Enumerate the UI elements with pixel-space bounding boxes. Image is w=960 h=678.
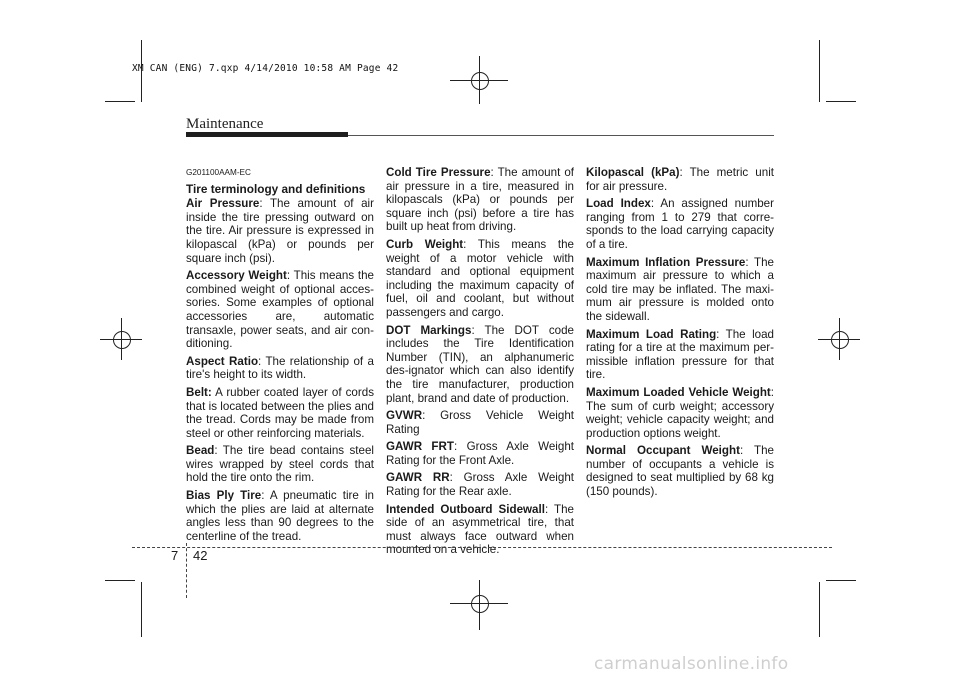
definition-separator: : xyxy=(453,440,458,454)
registration-mark-right xyxy=(831,331,849,349)
definition-text: The maximum air pressure to which a cold tire may be inflated. The maxi-mum air pressure is molded onto the sidewall. xyxy=(586,255,774,323)
definition-entry xyxy=(586,444,774,498)
definition-term: Bias Ply Tire xyxy=(186,489,262,503)
definition-term: Cold Tire Pressure xyxy=(386,166,491,179)
definition-separator: : xyxy=(214,444,218,458)
definition-text: The amount of air pressure in a tire, measured in kilopascals (kPa) or pounds per square inch (psi) before a tire has built up heat from driving. xyxy=(386,166,574,234)
definition-separator: : xyxy=(261,489,265,503)
definition-entry xyxy=(386,324,574,406)
definition-separator: : xyxy=(463,237,467,251)
print-slug: XM CAN (ENG) 7.qxp 4/14/2010 10:58 AM Page 42 xyxy=(132,63,399,74)
definition-separator: : xyxy=(449,471,453,485)
text-column-1 xyxy=(186,166,374,547)
section-title: Maintenance xyxy=(186,116,264,132)
definition-entry xyxy=(186,269,374,351)
doc-code: G201100AAM-EC xyxy=(186,168,251,177)
definition-term: Load Index xyxy=(586,197,651,211)
definition-separator: : xyxy=(422,409,426,423)
definition-term: Maximum Loaded Vehicle Weight xyxy=(586,385,771,399)
definition-term: Curb Weight xyxy=(386,237,464,251)
definition-term: GAWR RR xyxy=(386,471,450,485)
definition-term: DOT Markings xyxy=(386,323,472,337)
definition-term: GVWR xyxy=(386,409,423,423)
definition-text: The DOT code includes the Tire Identification Number (TIN), an alphanumeric des-ignator which can also identify the tire manufacturer, production plant, brand and date of production. xyxy=(386,323,575,405)
definition-entry xyxy=(386,440,574,467)
definition-entry xyxy=(386,238,574,320)
crop-mark xyxy=(819,582,820,637)
definition-separator: : xyxy=(745,255,749,269)
definition-entry xyxy=(586,256,774,324)
definition-text: The amount of air inside the tire pressing outward on the tire. Air pressure is expressed in kilopascal (kPa) or pounds per square inch (psi). xyxy=(186,197,374,265)
definition-entry xyxy=(386,471,574,498)
definition-term: Maximum Inflation Pressure xyxy=(586,255,746,269)
crop-mark xyxy=(826,580,856,581)
definition-separator: : xyxy=(770,385,774,399)
definition-entry xyxy=(586,386,774,440)
footer-rule xyxy=(132,547,832,548)
definition-entry xyxy=(386,503,574,557)
header-rule-accent xyxy=(186,132,348,137)
definition-separator: : xyxy=(679,166,683,179)
definition-separator: : xyxy=(259,197,263,211)
crop-mark xyxy=(105,101,135,102)
chapter-number: 7 xyxy=(171,548,179,563)
definition-term: Air Pressure xyxy=(186,197,260,211)
definition-term: Maximum Load Rating xyxy=(586,327,717,341)
registration-mark-bottom xyxy=(479,580,480,630)
definition-separator: : xyxy=(286,269,291,283)
definition-text: This means the combined weight of optional acces-sories. Some examples of optional accessories are, automatic transaxle, power seats, and air con-ditioning. xyxy=(186,269,374,351)
definition-text: The metric unit for air pressure. xyxy=(586,166,774,193)
definition-separator: : xyxy=(650,197,655,211)
definition-entry xyxy=(586,328,774,382)
definition-entry xyxy=(386,166,574,234)
definition-entry xyxy=(586,197,774,251)
definition-text: Gross Axle Weight Rating for the Rear axle. xyxy=(386,471,574,499)
definition-term: Aspect Ratio xyxy=(186,354,259,368)
definition-term: Belt: xyxy=(186,385,212,399)
crop-mark xyxy=(141,582,142,637)
definition-text: The side of an asymmetrical tire, that must always face outward when mounted on a vehicle. xyxy=(386,502,574,557)
definition-term: Bead xyxy=(186,444,215,458)
definition-separator: : xyxy=(258,354,262,368)
definition-text: This means the weight of a motor vehicle with standard and optional equipment including the maximum capacity of fuel, oil and coolant, but without passengers and cargo. xyxy=(386,237,574,319)
definition-entry xyxy=(386,409,574,436)
definition-text: The load rating for a tire at the maximum per-missible inflation pressure for that tire. xyxy=(586,327,774,382)
definition-text: An assigned number ranging from 1 to 279 that corre-sponds to the load carrying capacity of a tire. xyxy=(586,197,774,251)
definition-entry xyxy=(186,444,374,485)
definition-separator: : xyxy=(739,444,744,458)
definition-separator: : xyxy=(490,166,494,179)
page-number: 42 xyxy=(193,548,208,563)
definition-term: Intended Outboard Sidewall xyxy=(386,502,545,516)
text-column-2 xyxy=(386,166,574,561)
definition-text: A pneumatic tire in which the plies are laid at alternate angles less than 90 degrees to the centerline of the tread. xyxy=(186,489,374,543)
definition-entry xyxy=(186,489,374,543)
definition-term: Normal Occupant Weight xyxy=(586,444,740,458)
registration-mark-right xyxy=(839,318,840,360)
definition-text: A rubber coated layer of cords that is located between the plies and the tread. Cords may be made from steel or other reinforcing materials. xyxy=(186,385,374,440)
registration-mark-bottom xyxy=(471,595,489,613)
definition-text: Gross Axle Weight Rating for the Front Axle. xyxy=(386,440,574,467)
watermark: carmanualsonline.info xyxy=(594,654,789,674)
registration-mark-top xyxy=(471,72,489,90)
text-column-3 xyxy=(586,166,774,503)
definition-text: The number of occupants a vehicle is designed to seat multiplied by 68 kg (150 pounds). xyxy=(586,444,774,499)
registration-mark-top xyxy=(479,56,480,104)
definition-term: Accessory Weight xyxy=(186,269,287,283)
definition-term: Kilopascal (kPa) xyxy=(586,166,680,179)
page-number-divider xyxy=(186,543,187,598)
definition-text: The sum of curb weight; accessory weight; vehicle capacity weight; and production options weight. xyxy=(586,399,774,440)
definition-separator: : xyxy=(544,502,549,516)
definition-entry xyxy=(186,197,374,265)
definition-entry xyxy=(186,355,374,382)
definition-entry xyxy=(186,386,374,440)
section-heading: Tire terminology and definitions xyxy=(186,181,366,196)
registration-mark-left xyxy=(113,331,131,349)
definition-separator: : xyxy=(471,323,475,337)
definition-entry xyxy=(586,166,774,193)
definition-separator: : xyxy=(716,327,720,341)
registration-mark-left xyxy=(121,318,122,360)
crop-mark xyxy=(105,580,135,581)
crop-mark xyxy=(819,40,820,102)
definition-text: The tire bead contains steel wires wrapped by steel cords that hold the tire onto the rim. xyxy=(186,444,374,485)
definition-text: Gross Vehicle Weight Rating xyxy=(386,409,574,436)
definition-text: The relationship of a tire's height to its width. xyxy=(186,354,374,382)
crop-mark xyxy=(826,101,856,102)
definition-term: GAWR FRT xyxy=(386,440,454,454)
